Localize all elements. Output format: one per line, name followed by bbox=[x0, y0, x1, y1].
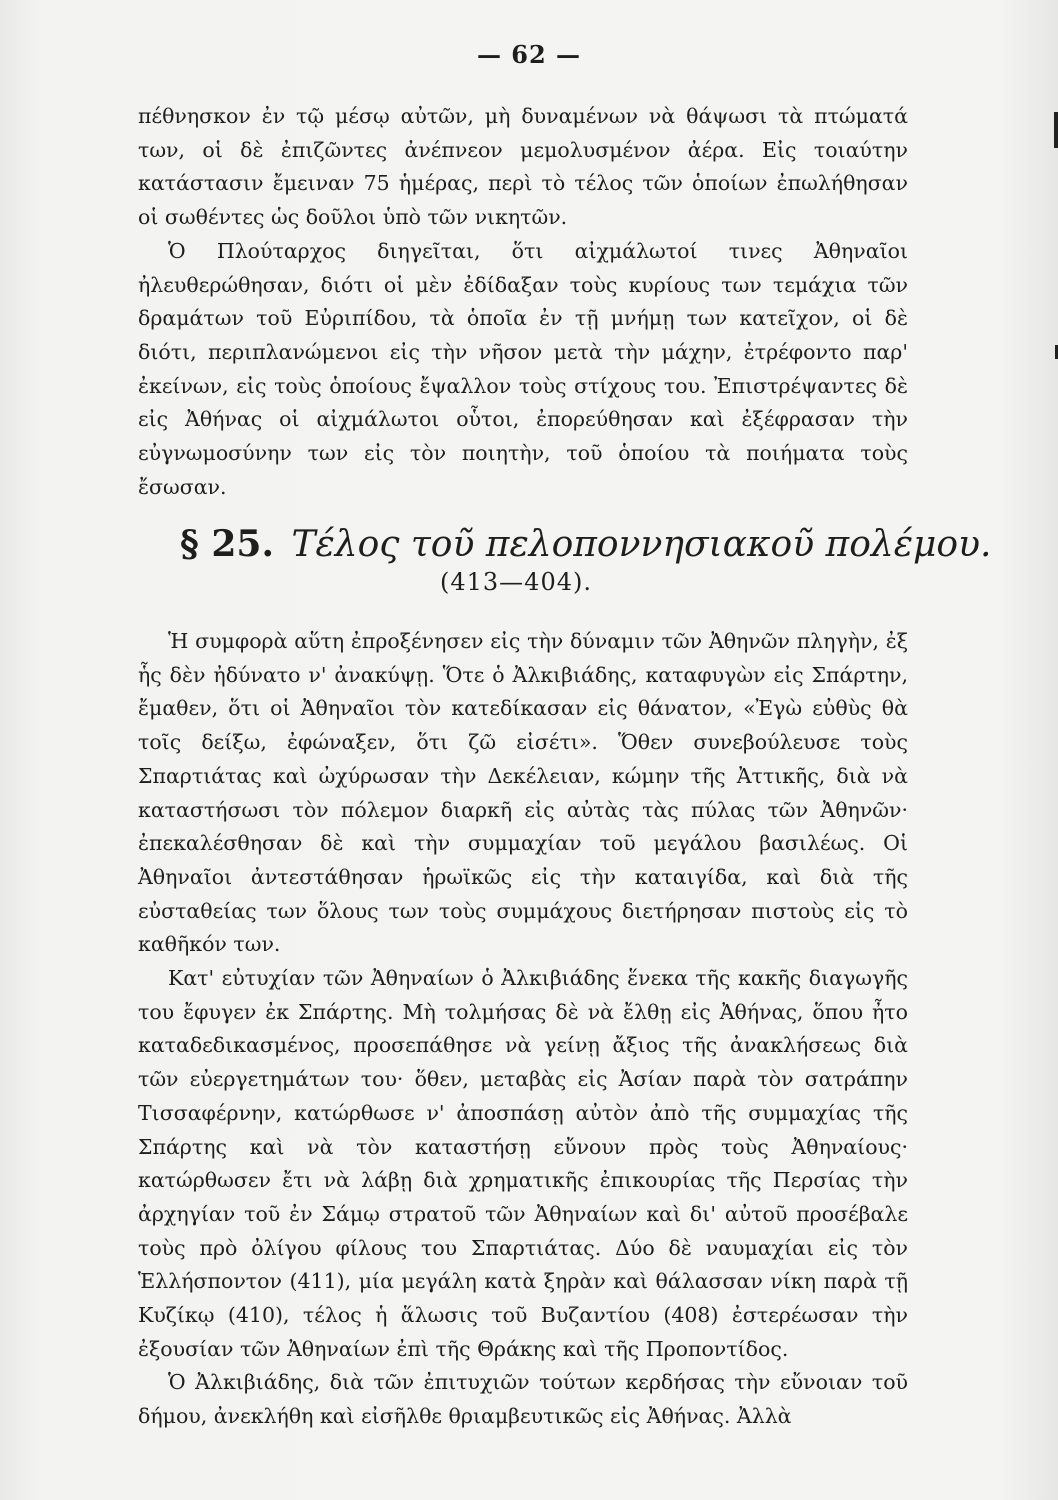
paragraph: πέθνησκον ἐν τῷ μέσῳ αὐτῶν, μὴ δυναμένων νὰ θάψωσι τὰ πτώματά των, οἱ δὲ ἐπιζῶντες ἀνέπνεον μεμολυσμένον ἀέρα. Εἰς τοιαύτην κατάστασιν ἔμειναν 75 ἡμέρας, περὶ τὸ τέλος τῶν ὁποίων ἐπωλήθησαν οἱ σωθέντες ὡς δοῦλοι ὑπὸ τῶν νικητῶν. bbox=[138, 104, 908, 230]
section-dates: (413—404). bbox=[440, 568, 592, 596]
page-number: — 62 — bbox=[476, 40, 582, 69]
section-number: § 25. bbox=[180, 523, 274, 565]
paragraph: Ὁ Πλούταρχος διηγεῖται, ὅτι αἰχμάλωτοί τινες Ἀθηναῖοι ἠλευθερώθησαν, διότι οἱ μὲν ἐδίδαξαν τοὺς κυρίους των τεμάχια τῶν δραμάτων τοῦ Εὐριπίδου, τὰ ὁποῖα ἐν τῇ μνήμῃ των κατεῖχον, οἱ δὲ διότι, περιπλανώμενοι εἰς τὴν νῆσον μετὰ τὴν μάχην, ἐτρέφοντο παρ' ἐκείνων, εἰς τοὺς ὁποίους ἔψαλλον τοὺς στίχους του. Ἐπιστρέψαντες δὲ εἰς Ἀθήνας οἱ αἰχμάλωτοι οὗτοι, ἐπορεύθησαν καὶ ἐξέφρασαν τὴν εὐγνωμοσύνην των εἰς τὸν ποιητὴν, τοῦ ὁποίου τὰ ποιήματα τοὺς ἔσωσαν. bbox=[138, 238, 908, 499]
paragraph: Ὁ Ἀλκιβιάδης, διὰ τῶν ἐπιτυχιῶν τούτων κερδήσας τὴν εὔνοιαν τοῦ δήμου, ἀνεκλήθη καὶ εἰσῆλθε θριαμβευτικῶς εἰς Ἀθήνας. Ἀλλὰ bbox=[138, 1370, 908, 1429]
paragraph: Κατ' εὐτυχίαν τῶν Ἀθηναίων ὁ Ἀλκιβιάδης ἕνεκα τῆς κακῆς διαγωγῆς του ἔφυγεν ἐκ Σπάρτης. Μὴ τολμήσας δὲ νὰ ἔλθῃ εἰς Ἀθήνας, ὅπου ἦτο καταδεδικασμένος, προσεπάθησε νὰ γείνῃ ἄξιος τῆς ἀνακλήσεως διὰ τῶν εὐεργετημάτων του· ὅθεν, μεταβὰς εἰς Ἀσίαν παρὰ τὸν σατράπην Τισσαφέρνην, κατώρθωσε ν' ἀποσπάσῃ αὐτὸν ἀπὸ τῆς συμμαχίας τῆς Σπάρτης καὶ νὰ τὸν καταστήσῃ εὔνουν πρὸς τοὺς Ἀθηναίους· κατώρθωσεν ἔτι νὰ λάβῃ διὰ χρηματικῆς ἐπικουρίας τῆς Περσίας τὴν ἀρχηγίαν τοῦ ἐν Σάμῳ στρατοῦ τῶν Ἀθηναίων καὶ δι' αὐτοῦ προσέβαλε τοὺς πρὸ ὀλίγου φίλους του Σπαρτιάτας. Δύο δὲ ναυμαχίαι εἰς τὸν Ἑλλήσποντον (411), μία μεγάλη κατὰ ξηρὰν καὶ θάλασσαν νίκη παρὰ τῇ Κυζίκῳ (410), τέλος ἡ ἅλωσις τοῦ Βυζαντίου (408) ἐστερέωσαν τὴν ἐξουσίαν τῶν Ἀθηναίων ἐπὶ τῆς Θράκης καὶ τῆς Προποντίδος. bbox=[138, 966, 908, 1361]
section-title: Τέλος τοῦ πελοποννησιακοῦ πολέμου. bbox=[291, 524, 992, 565]
text-block-bottom bbox=[138, 625, 908, 1434]
paragraph: Ἡ συμφορὰ αὕτη ἐπροξένησεν εἰς τὴν δύναμιν τῶν Ἀθηνῶν πληγὴν, ἐξ ἧς δὲν ἠδύνατο ν' ἀνακύψῃ. Ὅτε ὁ Ἀλκιβιάδης, καταφυγὼν εἰς Σπάρτην, ἔμαθεν, ὅτι οἱ Ἀθηναῖοι τὸν κατεδίκασαν εἰς θάνατον, «Ἐγὼ εὐθὺς θὰ τοῖς δείξω, ἐφώναξεν, ὅτι ζῶ εἰσέτι». Ὅθεν συνεβούλευσε τοὺς Σπαρτιάτας καὶ ὠχύρωσαν τὴν Δεκέλειαν, κώμην τῆς Ἀττικῆς, διὰ νὰ καταστήσωσι τὸν πόλεμον διαρκῆ εἰς αὐτὰς τὰς πύλας τῶν Ἀθηνῶν· ἐπεκαλέσθησαν δὲ καὶ τὴν συμμαχίαν τοῦ μεγάλου βασιλέως. Οἱ Ἀθηναῖοι ἀντεστάθησαν ἡρωϊκῶς εἰς τὴν καταιγίδα, καὶ διὰ τῆς εὐσταθείας των ὅλους των τοὺς συμμάχους διετήρησαν πιστοὺς εἰς τὸ καθῆκόν των. bbox=[138, 629, 908, 957]
text-block-top bbox=[138, 100, 908, 504]
page-edge-mark bbox=[1054, 112, 1058, 148]
section-heading bbox=[180, 522, 992, 567]
